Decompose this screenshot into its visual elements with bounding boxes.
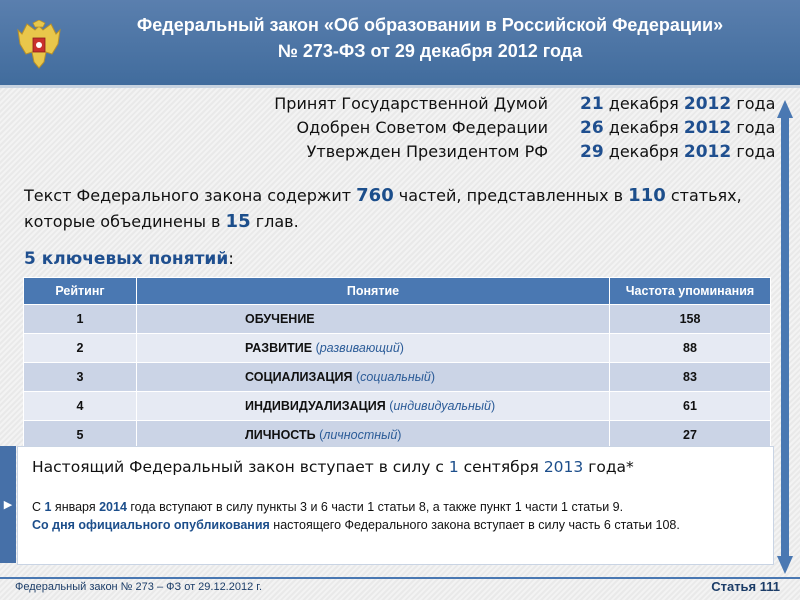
concept-cell: ОБУЧЕНИЕ bbox=[137, 305, 610, 334]
vertical-arrow-bar bbox=[781, 118, 789, 558]
adoption-date: 21 декабря 2012 года bbox=[580, 94, 776, 114]
frequency-cell: 83 bbox=[610, 363, 771, 392]
footer-law-reference: Федеральный закон № 273 – ФЗ от 29.12.2012 г. bbox=[15, 581, 262, 593]
header-bar bbox=[0, 0, 800, 88]
concept-cell: СОЦИАЛИЗАЦИЯ (социальный) bbox=[137, 363, 610, 392]
title-line-2: № 273-ФЗ от 29 декабря 2012 года bbox=[277, 41, 583, 61]
rank-cell: 4 bbox=[24, 392, 137, 421]
adoption-label: Одобрен Советом Федерации bbox=[296, 118, 548, 137]
adoption-date: 29 декабря 2012 года bbox=[580, 142, 776, 162]
scroll-down-arrow-icon bbox=[777, 556, 793, 574]
articles-count: 110 bbox=[628, 185, 666, 206]
effective-date-text: Настоящий Федеральный закон вступает в силу с 1 сентября 2013 года* bbox=[32, 458, 634, 476]
rank-cell: 5 bbox=[24, 421, 137, 450]
concept-cell: ИНДИВИДУАЛИЗАЦИЯ (индивидуальный) bbox=[137, 392, 610, 421]
law-summary-text: Текст Федерального закона содержит 760 частей, представленных в 110 статьях, которые объединены в 15 глав. bbox=[24, 185, 742, 232]
table-row bbox=[24, 363, 771, 392]
header-concept: Понятие bbox=[137, 278, 610, 305]
table-header-row bbox=[24, 278, 771, 305]
footer-article-number: Статья 111 bbox=[711, 579, 780, 594]
adoption-row-duma bbox=[180, 94, 776, 118]
table-row bbox=[24, 334, 771, 363]
key-concepts-table bbox=[23, 277, 771, 450]
key-concepts-heading: 5 ключевых понятий: bbox=[24, 249, 234, 269]
table-row bbox=[24, 305, 771, 334]
note-line-1: С 1 января 2014 года вступают в силу пункты 3 и 6 части 1 статьи 8, а также пункт 1 части 1 статьи 9. bbox=[32, 500, 624, 514]
rank-cell: 3 bbox=[24, 363, 137, 392]
title-line-1: Федеральный закон «Об образовании в Российской Федерации» bbox=[136, 15, 724, 35]
note-line-2: Со дня официального опубликования настоящего Федерального закона вступает в силу часть 6 статьи 108. bbox=[32, 518, 680, 532]
rank-cell: 1 bbox=[24, 305, 137, 334]
scroll-up-arrow-icon bbox=[777, 100, 793, 118]
header-frequency: Частота упоминания bbox=[610, 278, 771, 305]
adoption-label: Принят Государственной Думой bbox=[274, 94, 548, 113]
adoption-row-president bbox=[180, 142, 776, 166]
parts-count: 760 bbox=[356, 185, 394, 206]
page-title bbox=[80, 12, 780, 64]
frequency-cell: 27 bbox=[610, 421, 771, 450]
footer-divider bbox=[0, 577, 800, 579]
coat-of-arms-icon bbox=[16, 20, 62, 72]
play-triangle-icon[interactable]: ▶ bbox=[0, 446, 16, 563]
frequency-cell: 88 bbox=[610, 334, 771, 363]
adoption-date: 26 декабря 2012 года bbox=[580, 118, 776, 138]
concept-cell: ЛИЧНОСТЬ (личностный) bbox=[137, 421, 610, 450]
concept-cell: РАЗВИТИЕ (развивающий) bbox=[137, 334, 610, 363]
rank-cell: 2 bbox=[24, 334, 137, 363]
chapters-count: 15 bbox=[225, 211, 251, 232]
frequency-cell: 158 bbox=[610, 305, 771, 334]
header-rank: Рейтинг bbox=[24, 278, 137, 305]
table-row bbox=[24, 392, 771, 421]
adoption-label: Утвержден Президентом РФ bbox=[306, 142, 548, 161]
frequency-cell: 61 bbox=[610, 392, 771, 421]
adoption-row-council bbox=[180, 118, 776, 142]
